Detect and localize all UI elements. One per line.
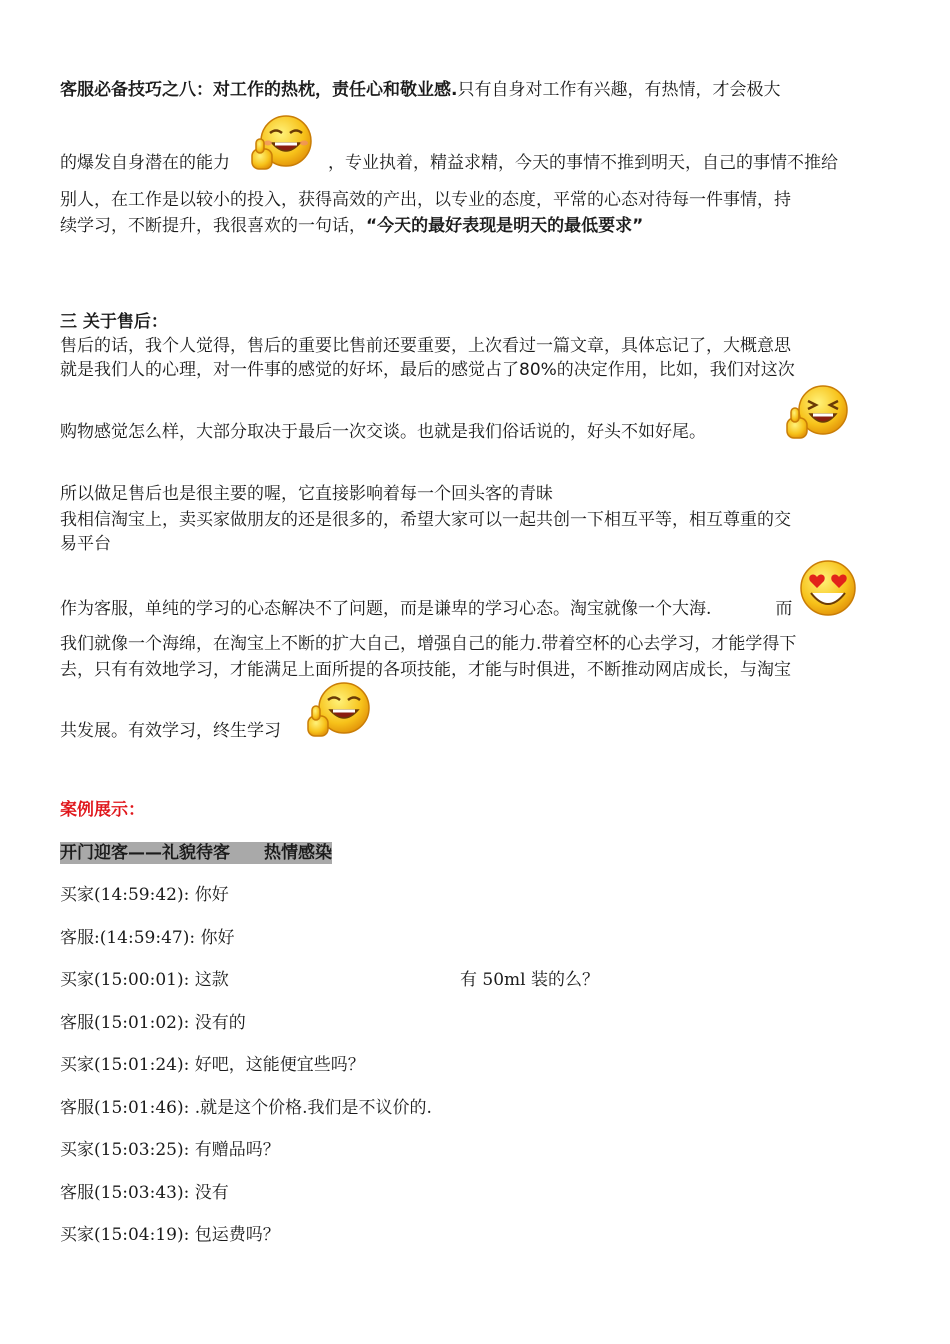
- grinning-thumbs-up-emoji-icon: [302, 680, 374, 746]
- chat-text-tail: 有 50ml 装的么？: [460, 970, 599, 990]
- section3-p3-line1b: 而: [775, 599, 793, 619]
- chat-message: [60, 968, 599, 992]
- section3-p1-line3: 购物感觉怎么样，大部分取决于最后一次交谈。也就是我们俗话说的，好头不如好尾。: [60, 422, 706, 442]
- percentage-value: 80%: [519, 360, 557, 380]
- chat-speaker: 买家(14:59:42):: [60, 885, 190, 905]
- chat-text: 你好: [189, 885, 229, 905]
- section3-p1-line2a: 就是我们人的心理，对一件事的感觉的好坏，最后的感觉占了: [60, 360, 519, 380]
- chat-message: [60, 1053, 365, 1077]
- cases-subheading-row: [60, 841, 332, 865]
- section3-p3-line4: 共发展。有效学习，终生学习: [60, 721, 281, 741]
- tip8-line4: [60, 214, 643, 238]
- section3-p2-line3: 易平台: [60, 534, 111, 554]
- section3-heading: 三 关于售后：: [60, 312, 168, 332]
- tip8-line1-text: 只有自身对工作有兴趣，有热情，才会极大: [457, 80, 781, 100]
- grinning-thumbs-up-emoji-icon: [246, 113, 316, 179]
- section3-p2-line1: 所以做足售后也是很主要的喔，它直接影响着每一个回头客的青昧: [60, 484, 553, 504]
- tip8-quote: “今天的最好表现是明天的最低要求”: [366, 216, 644, 236]
- chat-speaker: 客服(15:01:46):: [60, 1098, 190, 1118]
- section3-p3-line3: 去，只有有效地学习，才能满足上面所提的各项技能，才能与时俱进，不断推动网店成长，与淘宝: [60, 660, 791, 680]
- chat-message: [60, 1181, 229, 1205]
- chat-text: 这款: [189, 970, 229, 990]
- chat-message: [60, 1223, 280, 1247]
- chat-speaker: 买家(15:03:25):: [60, 1140, 190, 1160]
- chat-text: 好吧，这能便宜些吗？: [189, 1055, 365, 1075]
- chat-speaker: 客服(15:01:02):: [60, 1013, 190, 1033]
- chat-message: [60, 1138, 280, 1162]
- laughing-thumbs-up-emoji-icon: [783, 384, 853, 446]
- heart-eyes-emoji-icon: [797, 557, 859, 623]
- tip8-line2: [60, 151, 838, 175]
- chat-text: 包运费吗？: [189, 1225, 280, 1245]
- cases-subheading: 开门迎客——礼貌待客 热情感染: [60, 843, 332, 863]
- tip8-line4-text: 续学习，不断提升，我很喜欢的一句话，: [60, 216, 366, 236]
- tip8-line2b: ，专业执着，精益求精，今天的事情不推到明天，自己的事情不推给: [328, 153, 838, 173]
- chat-message: [60, 883, 229, 907]
- chat-message: [60, 926, 234, 950]
- section3-p1-line1: 售后的话，我个人觉得，售后的重要比售前还要重要，上次看过一篇文章，具体忘记了，大概意思: [60, 336, 791, 356]
- chat-text: 你好: [195, 928, 235, 948]
- chat-speaker: 买家(15:01:24):: [60, 1055, 190, 1075]
- tip8-line1: [60, 78, 780, 102]
- chat-text: 没有: [189, 1183, 229, 1203]
- section3-p3-line1a: 作为客服，单纯的学习的心态解决不了问题，而是谦卑的学习心态。淘宝就像一个大海.: [60, 599, 712, 619]
- chat-text: 有赠品吗？: [189, 1140, 280, 1160]
- chat-speaker: 买家(15:00:01):: [60, 970, 190, 990]
- chat-speaker: 买家(15:04:19):: [60, 1225, 190, 1245]
- tip8-line3: 别人，在工作是以较小的投入，获得高效的产出，以专业的态度，平常的心态对待每一件事情，持: [60, 190, 791, 210]
- section3-p1-line2b: 的决定作用，比如，我们对这次: [556, 360, 795, 380]
- chat-message: [60, 1096, 432, 1120]
- chat-message: [60, 1011, 246, 1035]
- section3-p3-line1: [60, 597, 792, 621]
- section3-p2-line2: 我相信淘宝上，卖买家做朋友的还是很多的，希望大家可以一起共创一下相互平等，相互尊重的交: [60, 510, 791, 530]
- chat-text: 没有的: [189, 1013, 246, 1033]
- section3-p1-line2: [60, 358, 795, 382]
- cases-heading: 案例展示：: [60, 800, 145, 820]
- tip8-title: 对工作的热枕，责任心和敬业感.: [213, 80, 458, 100]
- chat-speaker: 客服(15:03:43):: [60, 1183, 190, 1203]
- tip8-line2a: 的爆发自身潜在的能力: [60, 153, 230, 173]
- tip8-label: 客服必备技巧之八：: [60, 80, 213, 100]
- chat-speaker: 客服:(14:59:47):: [60, 928, 196, 948]
- chat-text: .就是这个价格.我们是不议价的.: [189, 1098, 432, 1118]
- section3-p3-line2: 我们就像一个海绵，在淘宝上不断的扩大自己，增强自己的能力.带着空杯的心去学习，才能学得下: [60, 634, 797, 654]
